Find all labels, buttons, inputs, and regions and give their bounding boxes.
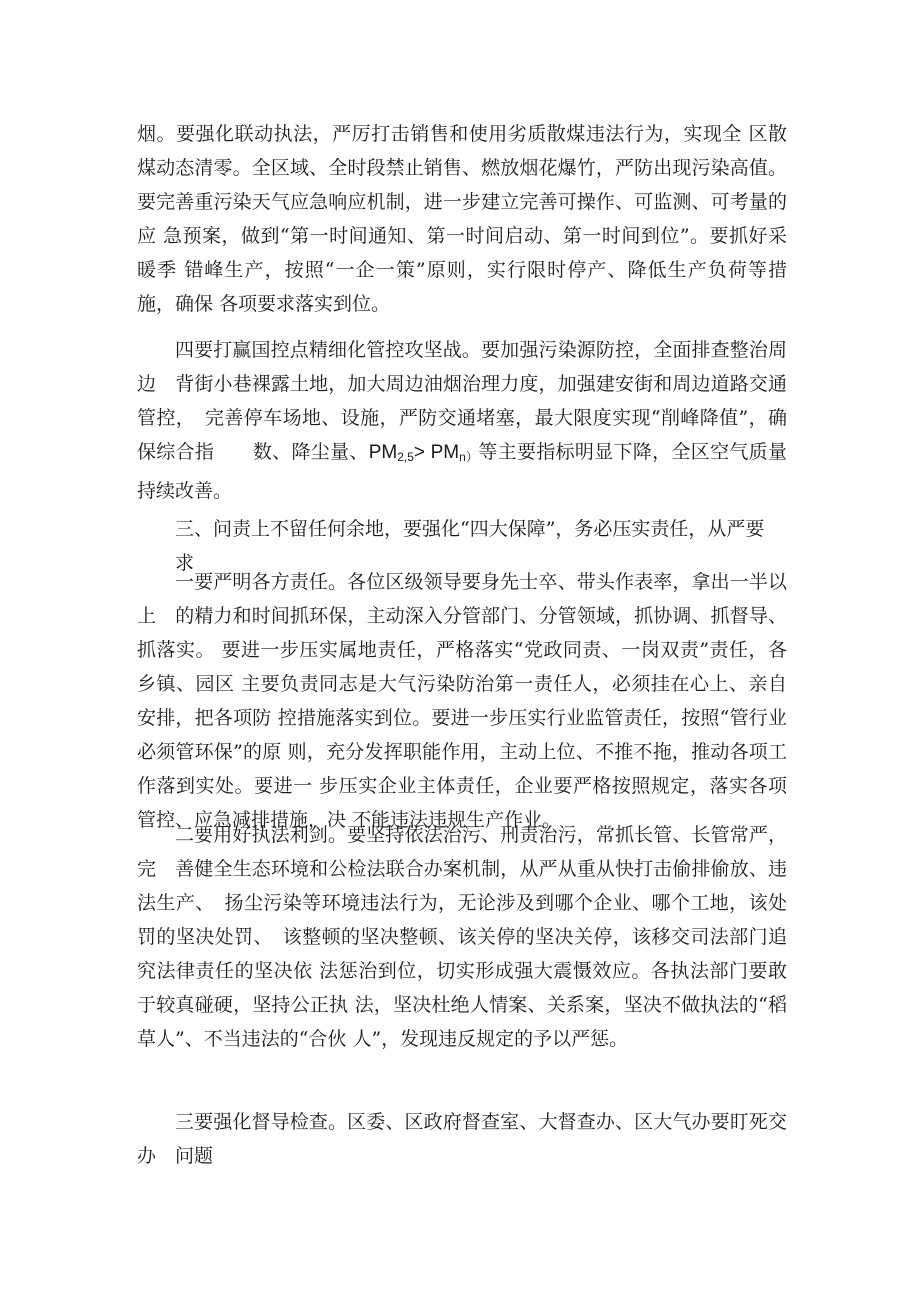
paragraph-control-point [137, 333, 787, 508]
paragraph-supervision: 三要强化督导检查。区委、区政府督查室、大督查办、区大气办要盯死交办 问题 [137, 1111, 787, 1167]
paragraph-law-enforcement: 二要用好执法利剑。要坚持依法治污、刑责治污，常抓长管、长管常严，完 善健全生态环境和公检法联合办案机制，从严从重从快打击偷排偷放、违法生产、 扬尘污染等环境违法行为，无论涉及到哪个企业、哪个工地，该处罚的坚决处罚、 该整顿的坚决整顿、该关停的坚决关停，该移交司法部门追究法律责任的坚决依 法惩治到位，切实形成强大震慑效应。各执法部门要敢于较真碰硬，坚持公正执 法，坚决杜绝人情案、关系案，坚决不做执法的“稻草人”、不当违法的“合伙 人”，发现违反规定的予以严惩。 [137, 824, 787, 1050]
paragraph-control-point-tail: 等主要指标明显下降，全区空气质量持续改善。 [137, 441, 787, 502]
paragraph-control-point-text: 四要打赢国控点精细化管控攻坚战。要加强污染源防控，全面排查整治周边 背街小巷裸露土地，加大周边油烟治理力度，加强建安街和周边道路交通管控， 完善停车场地、设施，严防交通堵塞，最大限度实现“削峰降值”，确保综合指 数、降尘量、 [137, 339, 787, 463]
pm-indicator: PM2,5> PMn） [368, 442, 479, 464]
paragraph-coal-fireworks: 烟。要强化联动执法，严厉打击销售和使用劣质散煤违法行为，实现全 区散煤动态清零。全区域、全时段禁止销售、燃放烟花爆竹，严防出现污染高值。 要完善重污染天气应急响应机制，进一步建立完善可操作、可监测、可考量的应 急预案，做到“第一时间通知、第一时间启动、第一时间到位”。要抓好采暖季 错峰生产，按照“一企一策”原则，实行限时停产、降低生产负荷等措施，确保 各项要求落实到位。 [137, 123, 787, 315]
section-heading-accountability: 三、问责上不留任何余地，要强化“四大保障”，务必压实责任，从严要 求 [175, 518, 765, 574]
paragraph-responsibility: 一要严明各方责任。各位区级领导要身先士卒、带头作表率，拿出一半以上 的精力和时间抓环保，主动深入分管部门、分管领域，抓协调、抓督导、抓落实。 要进一步压实属地责任，严格落实“党政同责、一岗双责”责任，各乡镇、园区 主要负责同志是大气污染防治第一责任人，必须挂在心上、亲自安排，把各项防 控措施落实到位。要进一步压实行业监管责任，按照“管行业必须管环保”的原 则，充分发挥职能作用，主动上位、不推不拖，推动各项工作落到实处。要进一 步压实企业主体责任，企业要严格按照规定，落实各项管控、应急减排措施，决 不能违法违规生产作业。 [137, 571, 787, 831]
